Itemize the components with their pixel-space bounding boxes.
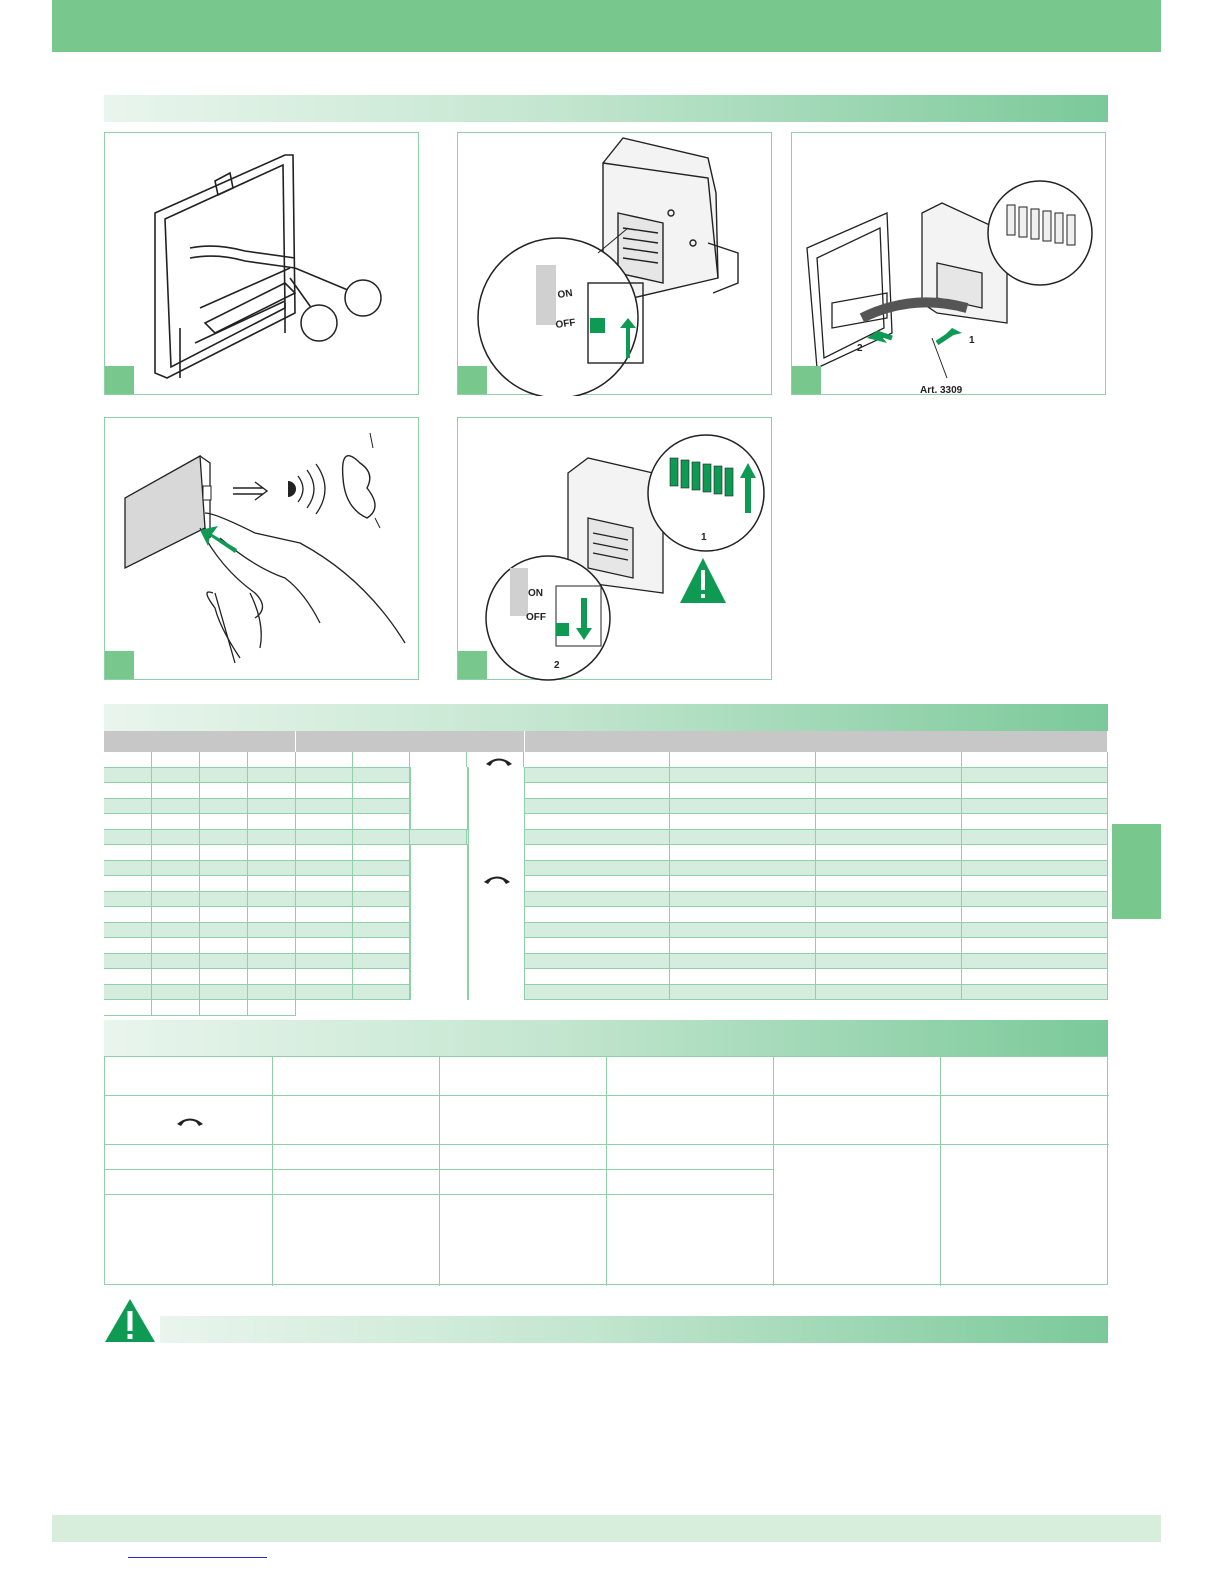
table-cell	[524, 845, 670, 861]
table-cell	[962, 892, 1108, 908]
table-cell	[248, 830, 296, 846]
table-cell	[816, 861, 962, 877]
table-cell	[670, 938, 816, 954]
table-cell	[410, 752, 467, 768]
table-cell	[200, 783, 248, 799]
table-cell	[962, 923, 1108, 939]
table-cell	[816, 954, 962, 970]
table-cell	[200, 1000, 248, 1016]
table-cell	[353, 768, 410, 784]
table-row	[104, 1000, 1108, 1016]
table-cell	[104, 923, 152, 939]
table-row	[104, 783, 1108, 799]
table-cell	[248, 752, 296, 768]
figure-1-panel	[104, 132, 419, 395]
table-cell	[248, 799, 296, 815]
table-cell	[353, 985, 410, 1001]
table-cell	[152, 985, 200, 1001]
table-cell	[816, 892, 962, 908]
figure-3-panel	[791, 132, 1106, 395]
table-cell	[152, 954, 200, 970]
figure-3-part-label: Art. 3309	[920, 385, 963, 396]
table-cell	[104, 985, 152, 1001]
table-cell	[670, 845, 816, 861]
table-cell	[524, 799, 670, 815]
callout-circle-a	[345, 280, 381, 316]
table-cell	[200, 752, 248, 768]
table-row	[104, 876, 1108, 892]
header-group-b	[296, 731, 525, 752]
table-cell	[816, 985, 962, 1001]
table-row	[104, 752, 1108, 768]
table-cell	[524, 830, 670, 846]
table-cell	[410, 830, 467, 846]
table-cell	[816, 845, 962, 861]
table-cell	[670, 861, 816, 877]
table-cell	[296, 923, 353, 939]
table-cell	[816, 876, 962, 892]
table-cell	[152, 892, 200, 908]
figure-2-panel	[457, 132, 772, 395]
configuration-code-table	[104, 731, 1108, 1016]
figure-4-number-tag	[105, 651, 134, 679]
handset-icon-header	[484, 755, 514, 767]
table-cell	[200, 876, 248, 892]
table-cell	[200, 768, 248, 784]
table-cell	[152, 799, 200, 815]
hand-icon	[200, 513, 405, 663]
table-cell	[248, 783, 296, 799]
table-cell	[296, 876, 353, 892]
table-cell	[670, 814, 816, 830]
table-cell	[524, 969, 670, 985]
table-cell	[104, 845, 152, 861]
table-cell	[104, 768, 152, 784]
table-cell	[524, 954, 670, 970]
table-cell	[296, 768, 353, 784]
table-cell	[248, 814, 296, 830]
table-cell	[670, 985, 816, 1001]
table-cell	[816, 814, 962, 830]
table-cell	[248, 907, 296, 923]
table-cell	[296, 969, 353, 985]
table-cell	[248, 985, 296, 1001]
device-side	[125, 456, 205, 568]
table-cell	[524, 752, 670, 768]
table-header-row	[104, 731, 1108, 752]
merged-cell-handset	[468, 767, 525, 1000]
table-cell	[962, 768, 1108, 784]
table-cell	[524, 985, 670, 1001]
table-cell	[248, 938, 296, 954]
table-cell	[296, 830, 353, 846]
table-cell	[200, 969, 248, 985]
table-cell	[670, 954, 816, 970]
footer-link-underline[interactable]	[128, 1557, 267, 1558]
table-cell	[670, 923, 816, 939]
figure-4-panel	[104, 417, 419, 680]
table-cell	[104, 752, 152, 768]
table-cell	[962, 861, 1108, 877]
table-cell	[152, 969, 200, 985]
page-footer-bar	[52, 1515, 1161, 1542]
table-cell	[152, 830, 200, 846]
table-cell	[200, 799, 248, 815]
table-cell	[248, 954, 296, 970]
figure-1-drawing	[105, 133, 420, 396]
table-cell	[670, 799, 816, 815]
figure-5-drawing	[458, 418, 773, 681]
table-row	[104, 938, 1108, 954]
table-cell	[104, 830, 152, 846]
switch-off-label-2: OFF	[526, 612, 546, 623]
table-cell	[296, 783, 353, 799]
table-cell	[152, 752, 200, 768]
table-cell	[104, 954, 152, 970]
table-body	[104, 752, 1108, 1016]
page-header-bar	[52, 0, 1161, 52]
figure-5-number-tag	[458, 651, 487, 679]
callout-circle-b	[301, 305, 337, 341]
table-cell	[104, 1000, 152, 1016]
table-cell	[353, 907, 410, 923]
table-cell	[353, 752, 410, 768]
section-band-code-table	[104, 704, 1108, 731]
table-cell	[353, 892, 410, 908]
table-cell	[670, 892, 816, 908]
figure-5-panel	[457, 417, 772, 680]
table-cell	[524, 892, 670, 908]
table-cell	[962, 814, 1108, 830]
table-cell	[200, 861, 248, 877]
table-cell	[524, 768, 670, 784]
figure-3-drawing	[792, 133, 1107, 396]
table-cell	[962, 845, 1108, 861]
table-cell	[353, 969, 410, 985]
table-cell	[524, 783, 670, 799]
table-cell	[962, 954, 1108, 970]
figure-3-arrow-2: 2	[857, 343, 863, 354]
table-cell	[962, 783, 1108, 799]
table-cell	[200, 892, 248, 908]
table-row	[104, 830, 1108, 846]
handset-icon-settings	[175, 1115, 205, 1127]
arrow-right-icon	[233, 482, 267, 500]
table-cell	[524, 876, 670, 892]
table-cell	[152, 1000, 200, 1016]
slide-switch	[590, 318, 605, 333]
table-row	[104, 814, 1108, 830]
table-cell	[104, 783, 152, 799]
figure-3-number-tag	[792, 366, 821, 394]
table-cell	[670, 752, 816, 768]
table-cell	[200, 923, 248, 939]
table-cell	[104, 907, 152, 923]
table-cell	[248, 845, 296, 861]
handset-icon	[482, 873, 512, 885]
merged-cell-a	[410, 767, 468, 829]
switch-on-label: ON	[556, 287, 574, 301]
table-cell	[104, 876, 152, 892]
table-cell	[296, 814, 353, 830]
table-cell	[152, 845, 200, 861]
table-cell	[296, 752, 353, 768]
table-cell	[353, 814, 410, 830]
table-cell	[816, 907, 962, 923]
chapter-side-tab	[1112, 824, 1161, 919]
table-cell	[353, 783, 410, 799]
merged-cell-b	[410, 845, 468, 1000]
table-cell	[353, 830, 410, 846]
table-row	[104, 969, 1108, 985]
table-cell	[152, 768, 200, 784]
ear-icon	[343, 456, 375, 518]
table-row	[104, 892, 1108, 908]
table-cell	[248, 861, 296, 877]
table-cell	[248, 876, 296, 892]
table-cell	[248, 768, 296, 784]
table-cell	[200, 907, 248, 923]
table-cell	[152, 876, 200, 892]
table-cell	[816, 969, 962, 985]
table-cell	[353, 799, 410, 815]
table-cell	[670, 907, 816, 923]
table-row	[104, 861, 1108, 877]
table-cell	[200, 845, 248, 861]
table-cell	[152, 814, 200, 830]
table-cell	[816, 938, 962, 954]
table-cell	[248, 923, 296, 939]
table-cell	[524, 814, 670, 830]
table-cell	[670, 969, 816, 985]
table-cell	[152, 923, 200, 939]
table-cell	[353, 861, 410, 877]
table-cell	[816, 799, 962, 815]
header-group-c	[525, 731, 1108, 752]
figure-2-number-tag	[458, 366, 487, 394]
table-cell	[104, 861, 152, 877]
switch-off-label: OFF	[554, 317, 577, 331]
table-cell	[670, 830, 816, 846]
table-cell	[200, 830, 248, 846]
sound-icon	[288, 481, 296, 497]
figure-3-zoom-circle	[988, 181, 1092, 285]
table-cell	[248, 892, 296, 908]
table-cell	[524, 923, 670, 939]
table-cell	[353, 876, 410, 892]
table-cell	[296, 907, 353, 923]
table-cell	[296, 938, 353, 954]
table-cell	[962, 799, 1108, 815]
figure-1-number-tag	[105, 366, 134, 394]
warning-icon	[104, 1297, 156, 1343]
table-cell	[962, 830, 1108, 846]
table-cell	[353, 954, 410, 970]
table-row	[104, 907, 1108, 923]
table-cell	[524, 938, 670, 954]
table-cell	[248, 1000, 296, 1016]
table-cell	[200, 938, 248, 954]
table-cell	[962, 938, 1108, 954]
section-band-settings	[104, 1020, 1108, 1057]
table-cell	[816, 783, 962, 799]
table-cell	[104, 799, 152, 815]
table-cell	[962, 985, 1108, 1001]
table-cell	[200, 954, 248, 970]
table-row	[104, 845, 1108, 861]
figure-2-drawing	[458, 133, 773, 396]
table-cell	[104, 969, 152, 985]
table-cell	[104, 892, 152, 908]
table-cell	[248, 969, 296, 985]
table-cell	[670, 876, 816, 892]
table-cell	[962, 969, 1108, 985]
figure-2-zoom-circle	[478, 238, 638, 396]
figure-4-drawing	[105, 418, 420, 681]
table-cell	[962, 907, 1108, 923]
press-arrow-icon	[200, 526, 237, 553]
table-cell	[296, 892, 353, 908]
table-cell	[670, 783, 816, 799]
table-cell	[152, 861, 200, 877]
table-cell	[962, 876, 1108, 892]
figure-5-arrow-2: 2	[554, 660, 560, 671]
table-cell	[524, 861, 670, 877]
table-row	[104, 985, 1108, 1001]
table-cell	[152, 783, 200, 799]
figure-5-arrow-1: 1	[701, 532, 707, 543]
table-cell	[816, 752, 962, 768]
table-cell	[816, 923, 962, 939]
settings-table	[104, 1056, 1108, 1285]
table-cell	[353, 923, 410, 939]
table-cell	[816, 768, 962, 784]
table-cell	[962, 752, 1108, 768]
figure-5-switch-zoom	[486, 556, 610, 680]
figure-3-arrow-1: 1	[969, 335, 975, 346]
table-cell	[296, 799, 353, 815]
table-row	[104, 799, 1108, 815]
header-group-a	[104, 731, 296, 752]
switch-on-label-2: ON	[528, 588, 543, 599]
table-cell	[104, 814, 152, 830]
switch-label-bg	[536, 265, 556, 325]
table-row	[104, 768, 1108, 784]
slide-switch-off	[556, 623, 569, 636]
warning-band	[160, 1316, 1108, 1343]
table-cell	[296, 861, 353, 877]
table-cell	[296, 985, 353, 1001]
table-cell	[353, 845, 410, 861]
table-cell	[200, 985, 248, 1001]
table-cell	[104, 938, 152, 954]
table-cell	[152, 907, 200, 923]
table-cell	[670, 768, 816, 784]
table-cell	[816, 830, 962, 846]
table-cell	[296, 954, 353, 970]
table-cell	[200, 814, 248, 830]
section-band-installation	[104, 95, 1108, 122]
table-cell	[152, 938, 200, 954]
table-row	[104, 923, 1108, 939]
table-cell	[296, 845, 353, 861]
table-cell	[524, 907, 670, 923]
table-cell	[353, 938, 410, 954]
table-row	[104, 954, 1108, 970]
